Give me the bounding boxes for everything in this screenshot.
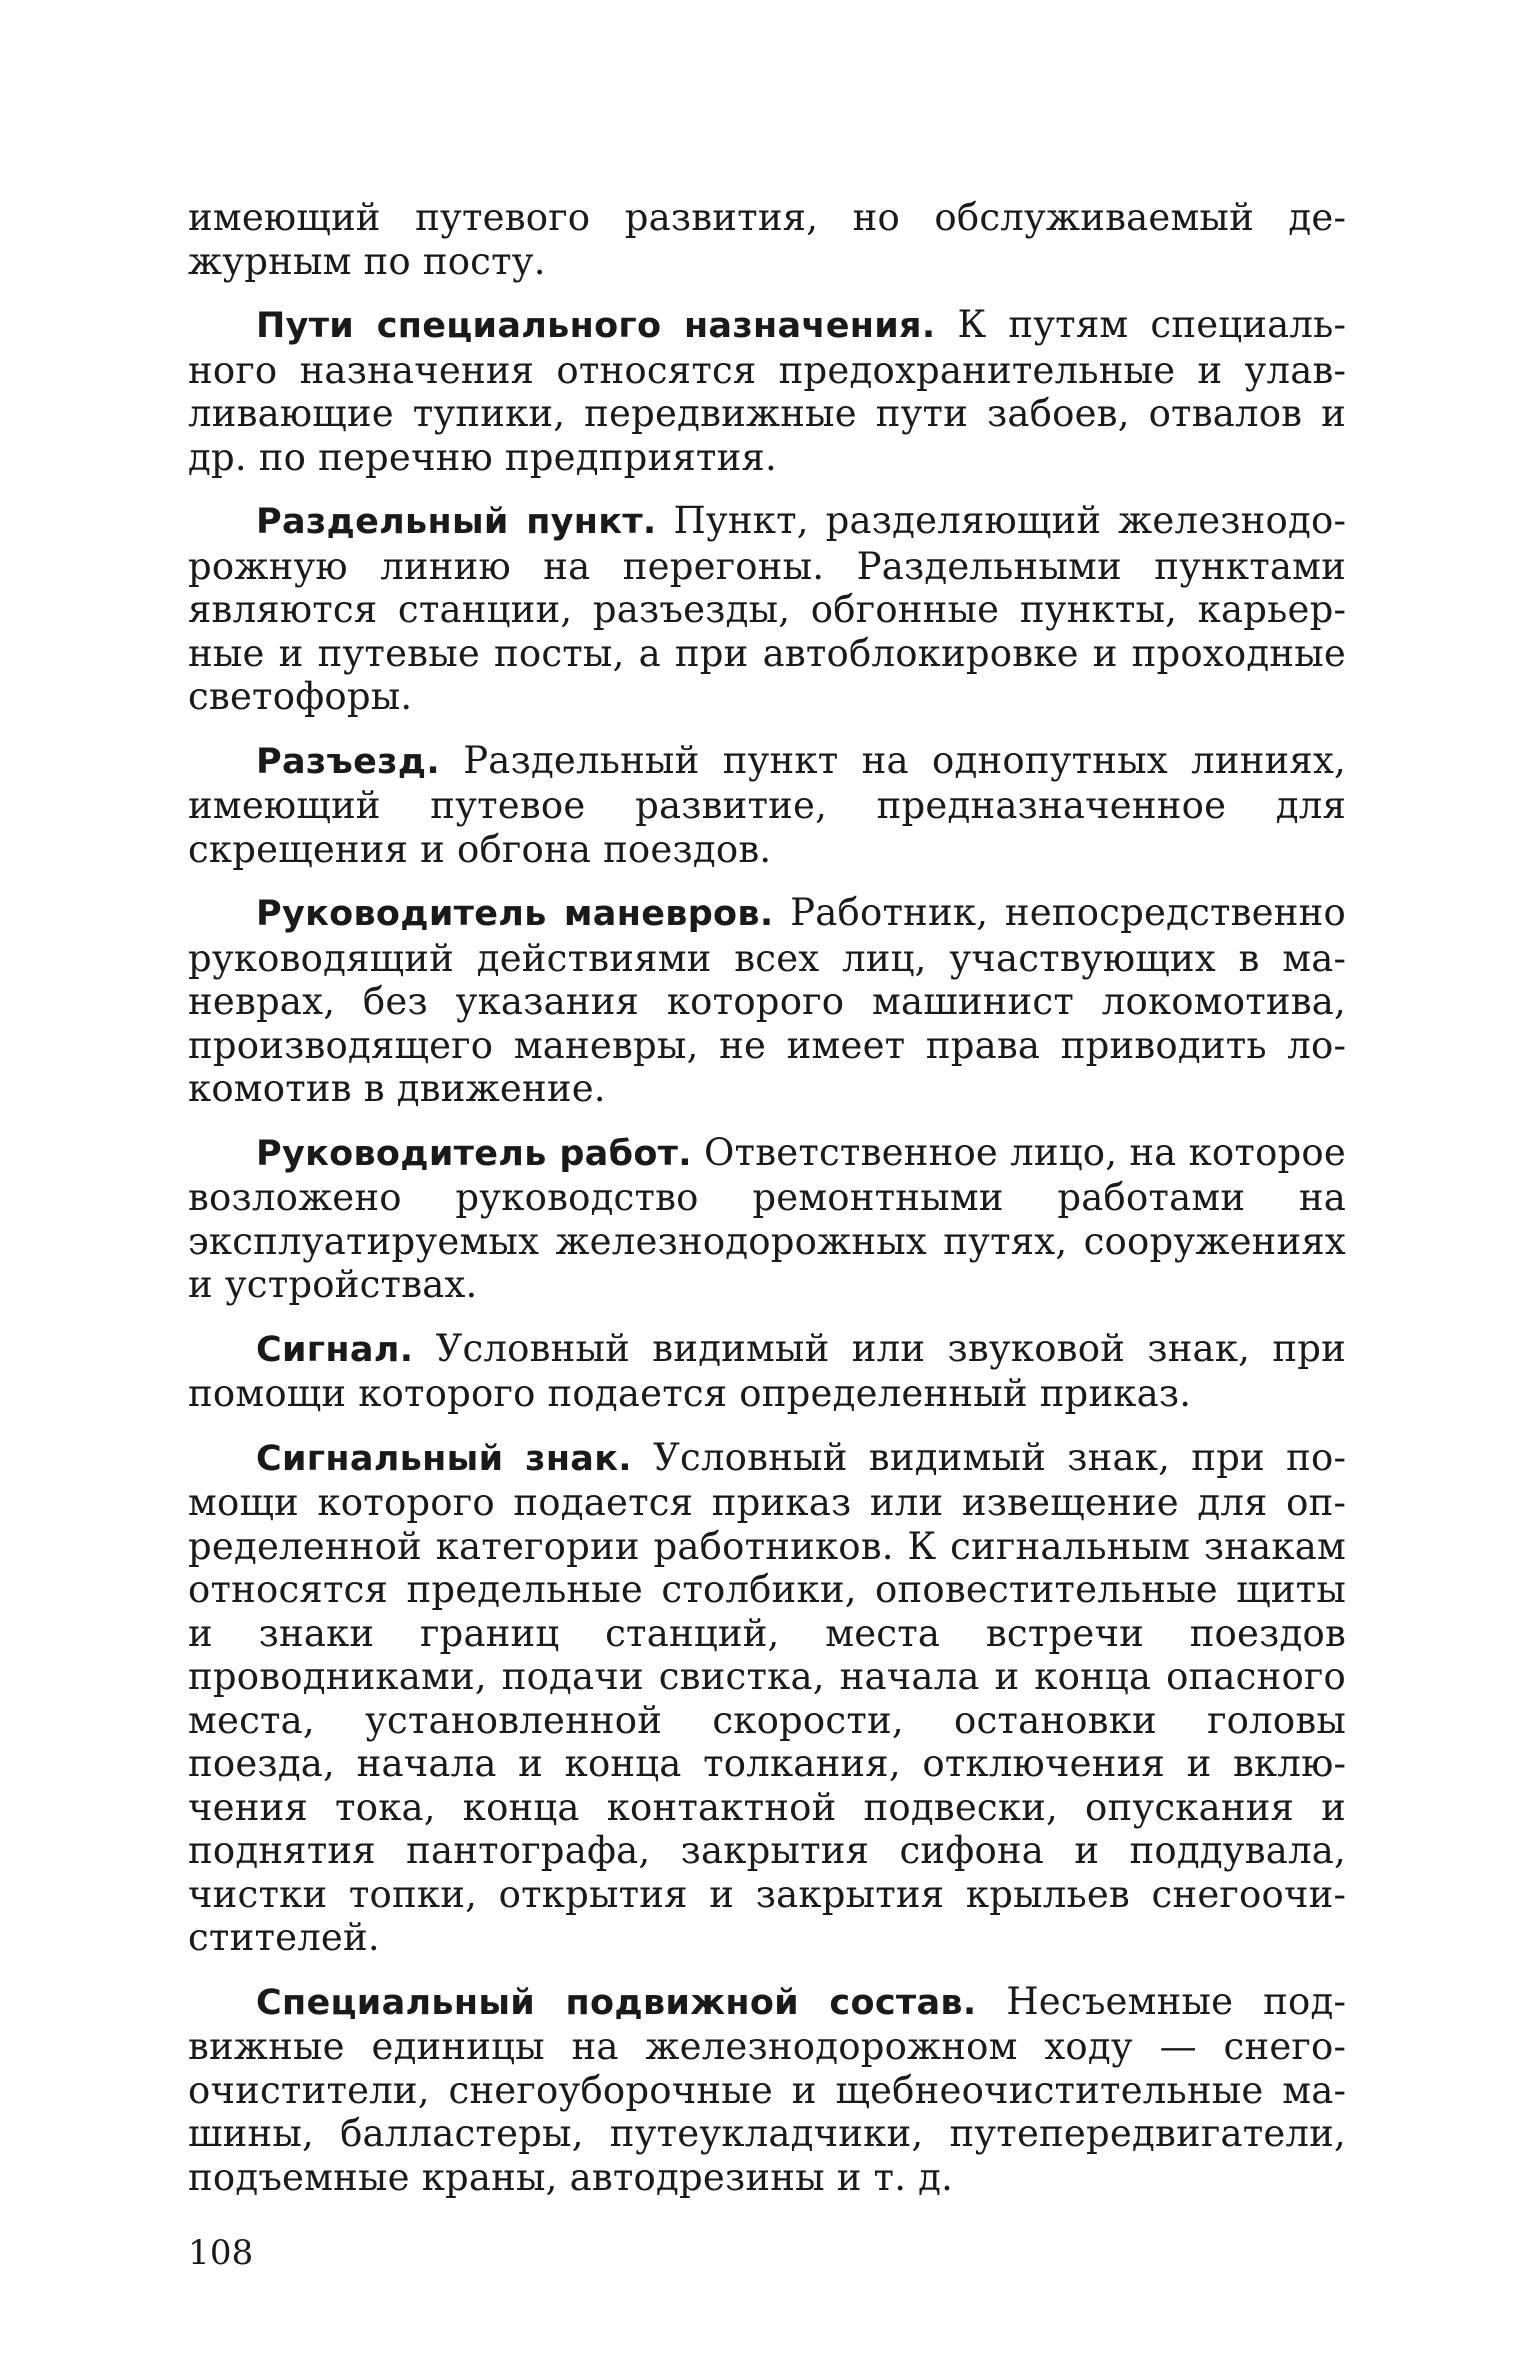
entry-definition: Работник, непосредственно руководящий действиями всех лиц, участвующих в маневрах, без указания которого машинист локомотива, производящего маневры, не имеет права приводить локомотив в движение. <box>188 891 1346 1110</box>
glossary-entry <box>188 1327 1346 1416</box>
entry-term: Руководитель маневров. <box>256 894 774 934</box>
glossary-entry <box>188 499 1346 719</box>
entry-term: Сигнальный знак. <box>256 1438 632 1479</box>
entry-definition: К путям специального назначения относятся предохранительные и улавливающие тупики, передвижные пути забоев, отвалов и др. по перечню предприятия. <box>188 303 1346 479</box>
entry-term: Сигнал. <box>256 1329 414 1370</box>
entry-term: Руководитель работ. <box>256 1133 692 1174</box>
entry-definition: Ответственное лицо, на которое возложено руководство ремонтными работами на эксплуатируемых железнодорожных путях, сооружениях и устройствах. <box>188 1130 1346 1306</box>
continuation-paragraph: имеющий путевого развития, но обслуживаемый дежурным по посту. <box>188 196 1346 283</box>
entry-definition: Условный видимый знак, при помощи которого подается приказ или извещение для определенной категории работников. К сигнальным знакам относятся предельные столбики, оповестительные щиты и знаки границ станций, места встречи поездов проводниками, подачи свистка, начала и конца опасного места, установленной скорости, остановки головы поезда, начала и конца толкания, отключения и включения тока, конца контактной подвески, опускания и поднятия пантографа, закрытия сифона и поддувала, чистки топки, открытия и закрытия крыльев снегоочистителей. <box>188 1435 1346 1959</box>
entry-definition: Несъемные подвижные единицы на железнодорожном ходу — снегоочистители, снегоуборочные и щебнеочистительные машины, балластеры, путеукладчики, путепередвигатели, подъемные краны, автодрезины и т. д. <box>188 1979 1346 2199</box>
entry-definition: Раздельный пункт на однопутных линиях, имеющий путевое развитие, предназначенное для скрещения и обгона поездов. <box>188 738 1346 871</box>
glossary-entry <box>188 739 1346 872</box>
entry-term: Пути специального назначения. <box>256 306 936 346</box>
glossary-entry <box>188 1980 1346 2200</box>
entry-term: Раздельный пункт. <box>256 502 657 542</box>
entry-term: Специальный подвижной состав. <box>256 1982 977 2023</box>
document-page <box>188 196 1346 2273</box>
entry-term: Разъезд. <box>256 741 440 782</box>
entry-definition: Условный видимый или звуковой знак, при помощи которого подается определенный приказ. <box>188 1326 1346 1415</box>
entry-definition: Пункт, разделяющий железнодорожную линию на перегоны. Раздельными пунктами являются станции, разъезды, обгонные пункты, карьерные и путевые посты, а при автоблокировке и проходные светофоры. <box>188 499 1346 718</box>
glossary-entry <box>188 1131 1346 1307</box>
glossary-entry <box>188 1436 1346 1960</box>
glossary-entry <box>188 891 1346 1111</box>
glossary-entry <box>188 303 1346 479</box>
page-number: 108 <box>188 2233 254 2273</box>
